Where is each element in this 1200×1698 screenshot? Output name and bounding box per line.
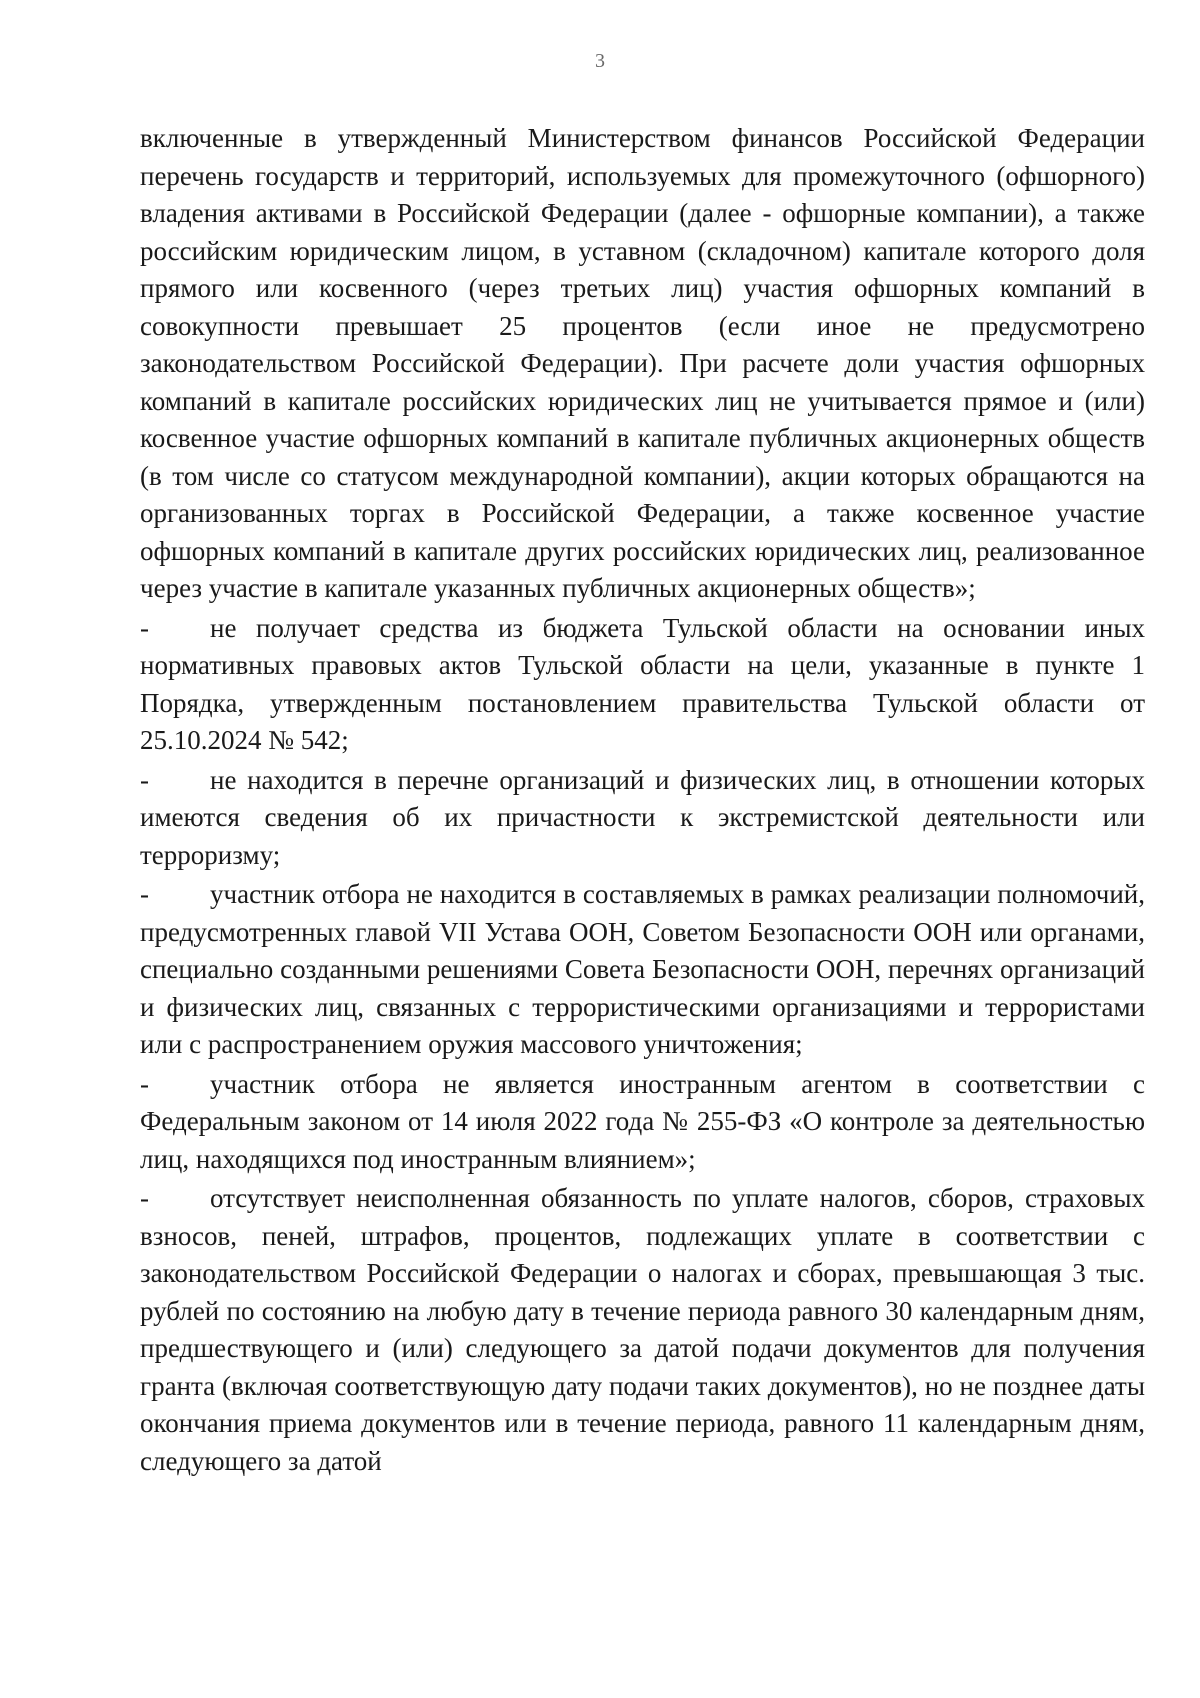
list-marker: - — [140, 612, 149, 643]
list-marker: - — [140, 764, 149, 795]
list-marker: - — [140, 1183, 149, 1213]
document-body — [140, 120, 1145, 1482]
list-item — [140, 1066, 1145, 1179]
list-item — [140, 762, 1145, 875]
paragraph-text: не получает средства из бюджета Тульской области на основании иных нормативных правовых актов Тульской области на цели, указанные в пункте 1 Порядка, утвержденным постановлением правительства Тульской области от 25.10.2024 № 542; — [140, 612, 1145, 755]
list-marker: - — [140, 1068, 149, 1099]
paragraph — [140, 120, 1145, 608]
paragraph-text: участник отбора не является иностранным агентом в соответствии с Федеральным законом от 14 июля 2022 года № 255-ФЗ «О контроле за деятельностью лиц, находящихся под иностранным влиянием»; — [140, 1068, 1145, 1174]
list-item — [140, 1180, 1145, 1480]
paragraph-text: участник отбора не находится в составляемых в рамках реализации полномочий, предусмотренных главой VII Устава ООН, Советом Безопасности ООН или органами, специально созданными решениями Совета Безопасности ООН, перечнях организаций и физических лиц, связанных с террористическими организациями и террористами или с распространением оружия массового уничтожения; — [140, 879, 1145, 1059]
list-item — [140, 876, 1145, 1064]
paragraph-text: включенные в утвержденный Министерством финансов Российской Федерации перечень государств и территорий, используемых для промежуточного (офшорного) владения активами в Российской Федерации (далее - офшорные компании), а также российским юридическим лицом, в уставном (складочном) капитале которого доля прямого или косвенного (через третьих лиц) участия офшорных компаний в совокупности превышает 25 процентов (если иное не предусмотрено законодательством Российской Федерации). При расчете доли участия офшорных компаний в капитале российских юридических лиц не учитывается прямое и (или) косвенное участие офшорных компаний в капитале публичных акционерных обществ (в том числе со статусом международной компании), акции которых обращаются на организованных торгах в Российской Федерации, а также косвенное участие офшорных компаний в капитале других российских юридических лиц, реализованное через участие в капитале указанных публичных акционерных обществ»; — [140, 123, 1145, 603]
paragraph-text: отсутствует неисполненная обязанность по уплате налогов, сборов, страховых взносов, пеней, штрафов, процентов, подлежащих уплате в соответствии с законодательством Российской Федерации о налогах и сборах, превышающая 3 тыс. рублей по состоянию на любую дату в течение периода равного 30 календарным дням, предшествующего и (или) следующего за датой подачи документов для получения гранта (включая соответствующую дату подачи таких документов), но не позднее даты окончания приема документов или в течение периода, равного 11 календарным дням, следующего за датой — [140, 1183, 1145, 1476]
list-marker: - — [140, 879, 149, 909]
page-number: 3 — [595, 50, 605, 72]
list-item — [140, 610, 1145, 760]
paragraph-text: не находится в перечне организаций и физических лиц, в отношении которых имеются сведения об их причастности к экстремистской деятельности или терроризму; — [140, 764, 1145, 870]
